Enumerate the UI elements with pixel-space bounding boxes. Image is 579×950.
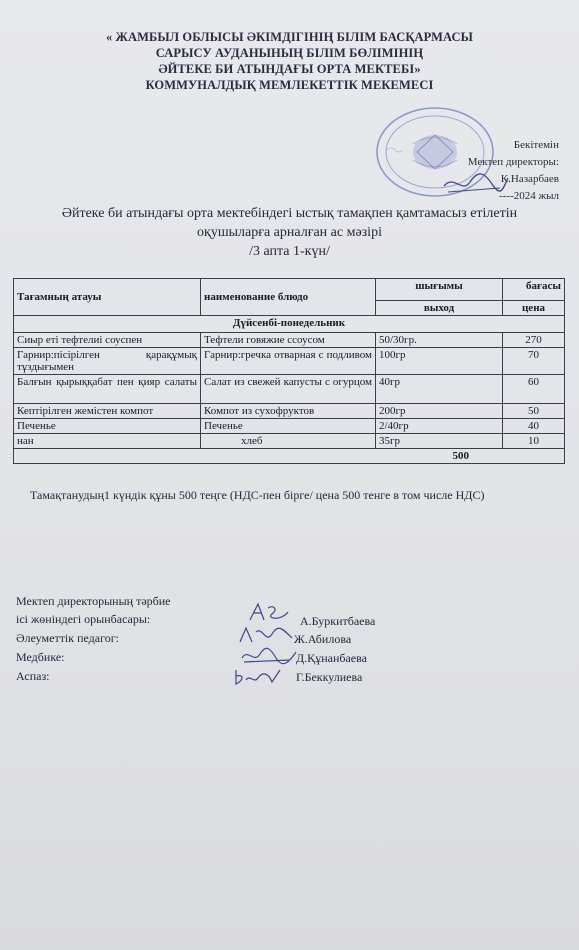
director-signature	[440, 168, 510, 200]
dish-yield: 2/40гр	[376, 419, 503, 434]
table-row	[14, 333, 565, 348]
dish-name-kz: Балғын қырыққабат пен қияр салаты	[14, 375, 201, 404]
table-row	[14, 404, 565, 419]
menu-title-line-3: /3 апта 1-күн/	[249, 244, 330, 259]
header-yield-ru: выход	[376, 301, 503, 316]
org-header-line-1: « ЖАМБЫЛ ОБЛЫСЫ ӘКІМДІГІНІҢ БІЛІМ БАСҚАРМАСЫ	[105, 30, 474, 44]
dish-price: 270	[503, 333, 565, 348]
deputy-label-line-1: Мектеп директорының тәрбие	[16, 594, 171, 608]
dish-name-kz: нан	[14, 434, 201, 449]
menu-title-line-1: Әйтеке би атындағы орта мектебіндегі ыстық тамақпен қамтамасыз етілетін	[61, 206, 518, 221]
dish-price: 60	[503, 375, 565, 404]
dish-name-ru: хлеб	[201, 434, 376, 449]
dish-yield: 35гр	[376, 434, 503, 449]
daily-price-note: Тамақтанудың1 күндік құны 500 теңге (НДС-пен бірге/ цена 500 тенге в том числе НДС)	[30, 488, 485, 502]
dish-name-kz: Кептірілген жемістен компот	[14, 404, 201, 419]
nurse-label: Медбике:	[16, 650, 65, 664]
dish-name-kz: Печенье	[14, 419, 201, 434]
approval-director-name: К.Назарбаев	[500, 173, 559, 185]
dish-yield: 50/30гр.	[376, 333, 503, 348]
table-header-row	[14, 279, 565, 301]
dish-name-ru: Гарнир:гречка отварная с подливом	[201, 348, 376, 375]
menu-title-line-2: оқушыларға арналған ас мәзірі	[197, 225, 382, 240]
menu-table	[13, 278, 565, 464]
org-header-line-4: КОММУНАЛДЫҚ МЕМЛЕКЕТТІК МЕКЕМЕСІ	[145, 78, 434, 92]
dish-name-ru: Тефтели говяжие ссоусом	[201, 333, 376, 348]
day-row	[14, 316, 565, 333]
org-header-line-2: САРЫСУ АУДАНЫНЫҢ БІЛІМ БӨЛІМІНІҢ	[155, 46, 424, 60]
dish-name-ru: Компот из сухофруктов	[201, 404, 376, 419]
header-name-kz: Тағамның атауы	[14, 279, 201, 316]
dish-name-kz: Сиыр еті тефтелиі соуспен	[14, 333, 201, 348]
table-row	[14, 348, 565, 375]
table-row	[14, 419, 565, 434]
deputy-label-line-2: ісі жөніндегі орынбасары:	[16, 612, 151, 626]
social-pedagogue-label: Әлеуметтік педагог:	[16, 631, 119, 645]
dish-yield: 40гр	[376, 375, 503, 404]
approval-title: Бекітемін	[513, 139, 559, 151]
dish-yield: 100гр	[376, 348, 503, 375]
nurse-name: Д.Құнанбаева	[296, 651, 367, 665]
approval-position: Мектеп директоры:	[467, 156, 559, 168]
header-price-ru: цена	[503, 301, 565, 316]
dish-name-ru: Печенье	[201, 419, 376, 434]
deputy-name: А.Буркитбаева	[300, 614, 376, 628]
total-price: 500	[14, 449, 565, 464]
dish-yield: 200гр	[376, 404, 503, 419]
org-header-line-3: ӘЙТЕКЕ БИ АТЫНДАҒЫ ОРТА МЕКТЕБІ»	[158, 62, 421, 76]
dish-name-kz: Гарнир:пісірілген қарақұмық тұздығымен	[14, 348, 201, 375]
header-yield-kz: шығымы	[376, 279, 503, 301]
total-row	[14, 449, 565, 464]
header-price-kz: бағасы	[503, 279, 565, 301]
day-label: Дүйсенбі-понедельник	[14, 316, 565, 333]
cook-signature	[230, 664, 286, 690]
dish-price: 40	[503, 419, 565, 434]
header-name-ru: наименование блюдо	[201, 279, 376, 316]
dish-price: 50	[503, 404, 565, 419]
dish-name-ru: Салат из свежей капусты с огурцом	[201, 375, 376, 404]
dish-price: 70	[503, 348, 565, 375]
social-pedagogue-name: Ж.Абилова	[294, 632, 352, 646]
table-row	[14, 434, 565, 449]
dish-price: 10	[503, 434, 565, 449]
table-row	[14, 375, 565, 404]
approval-date: ----2024 жыл	[499, 190, 559, 202]
cook-label: Аспаз:	[16, 669, 50, 683]
cook-name: Г.Беккулиева	[296, 670, 363, 684]
